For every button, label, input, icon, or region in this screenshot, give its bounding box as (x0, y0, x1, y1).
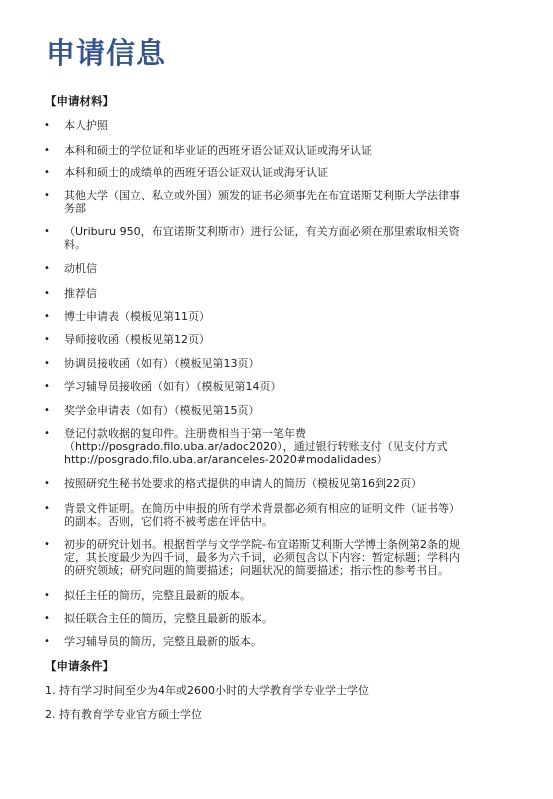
bullet-icon: • (44, 226, 50, 237)
bullet-icon: • (44, 120, 50, 131)
list-item-text (64, 538, 509, 577)
list-item-text (64, 380, 509, 393)
list-item-text (64, 427, 509, 466)
page-title: 申请信息 (46, 36, 167, 70)
list-item-line: 背景文件证明。在简历中申报的所有学术背景都必须有相应的证明文件（证书等） (64, 502, 460, 515)
list-item-line: 拟任主任的简历，完整且最新的版本。 (64, 589, 251, 602)
list-item-text (64, 225, 509, 251)
bullet-icon: • (44, 613, 50, 624)
list-item-line: 初步的研究计划书。根据哲学与文学学院-布宜诺斯艾利斯大学博士条例第2条的规 (64, 538, 460, 551)
list-item-text (64, 333, 509, 346)
list-item-line: 拟任联合主任的简历，完整且最新的版本。 (64, 612, 273, 625)
list-item-text (64, 287, 509, 300)
list-item-line: 博士申请表（模板见第11页） (64, 310, 210, 323)
list-item-line: 的副本。否则，它们将不被考虑在评估中。 (64, 515, 273, 528)
bullet-icon: • (44, 590, 50, 601)
bullet-icon: • (44, 503, 50, 514)
list-item-line: （Uriburu 950，布宜诺斯艾利斯市）进行公证，有关方面必须在那里索取相关资 (64, 225, 460, 238)
list-item-text (64, 357, 509, 370)
bullet-icon: • (44, 334, 50, 345)
list-item-line: 其他大学（国立、私立或外国）颁发的证书必须事先在布宜诺斯艾利斯大学法律事 (64, 189, 460, 202)
bullet-icon: • (44, 539, 50, 550)
list-item-line: 学习辅导员的简历，完整且最新的版本。 (64, 635, 262, 648)
list-item-line: 定，其长度最少为四千词，最多为六千词，必须包含以下内容：暂定标题；学科内 (64, 551, 460, 564)
list-item-text (64, 635, 509, 648)
bullet-icon: • (44, 167, 50, 178)
bullet-icon: • (44, 428, 50, 439)
list-item-text (64, 502, 509, 528)
list-item-text (64, 310, 509, 323)
list-item-text (64, 477, 509, 490)
list-item-text (64, 589, 509, 602)
list-item-line: （http://posgrado.filo.uba.ar/adoc2020），通过银行转账支付（见支付方式 (64, 440, 448, 453)
bullet-icon: • (44, 358, 50, 369)
list-item-text (64, 404, 509, 417)
list-item-line: 学习辅导员接收函（如有）（模板见第14页） (64, 380, 282, 393)
conditions-heading: 【申请条件】 (45, 659, 114, 673)
list-item-line: 奖学金申请表（如有）（模板见第15页） (64, 404, 260, 417)
bullet-icon: • (44, 636, 50, 647)
list-item-line: http://posgrado.filo.uba.ar/aranceles-2020#modalidades） (64, 453, 388, 466)
bullet-icon: • (44, 263, 50, 274)
list-item-line: 登记付款收据的复印件。注册费相当于第一笔年费 (64, 427, 306, 440)
list-item-text (64, 189, 509, 215)
condition-item-2: 2. 持有教育学专业官方硕士学位 (45, 708, 202, 721)
list-item-line: 按照研究生秘书处要求的格式提供的申请人的简历（模板见第16到22页） (64, 477, 422, 490)
list-item-text (64, 612, 509, 625)
list-item-line: 推荐信 (64, 287, 97, 300)
bullet-icon: • (44, 405, 50, 416)
list-item-text (64, 166, 509, 179)
list-item-line: 务部 (64, 202, 86, 215)
list-item-line: 协调员接收函（如有）（模板见第13页） (64, 357, 260, 370)
list-item-line: 导师接收函（模板见第12页） (64, 333, 210, 346)
bullet-icon: • (44, 190, 50, 201)
condition-item-1: 1. 持有学习时间至少为4年或2600小时的大学教育学专业学士学位 (45, 684, 369, 697)
list-item-line: 动机信 (64, 262, 97, 275)
list-item-text (64, 119, 509, 132)
materials-heading: 【申请材料】 (45, 94, 114, 108)
bullet-icon: • (44, 381, 50, 392)
bullet-icon: • (44, 311, 50, 322)
bullet-icon: • (44, 145, 50, 156)
list-item-text (64, 144, 509, 157)
bullet-icon: • (44, 288, 50, 299)
list-item-line: 料。 (64, 238, 86, 251)
list-item-line: 本科和硕士的学位证和毕业证的西班牙语公证双认证或海牙认证 (64, 144, 372, 157)
list-item-line: 的研究领域；研究问题的简要描述；问题状况的简要描述；指示性的参考书目。 (64, 564, 449, 577)
list-item-line: 本人护照 (64, 119, 108, 132)
list-item-text (64, 262, 509, 275)
bullet-icon: • (44, 478, 50, 489)
list-item-line: 本科和硕士的成绩单的西班牙语公证双认证或海牙认证 (64, 166, 328, 179)
